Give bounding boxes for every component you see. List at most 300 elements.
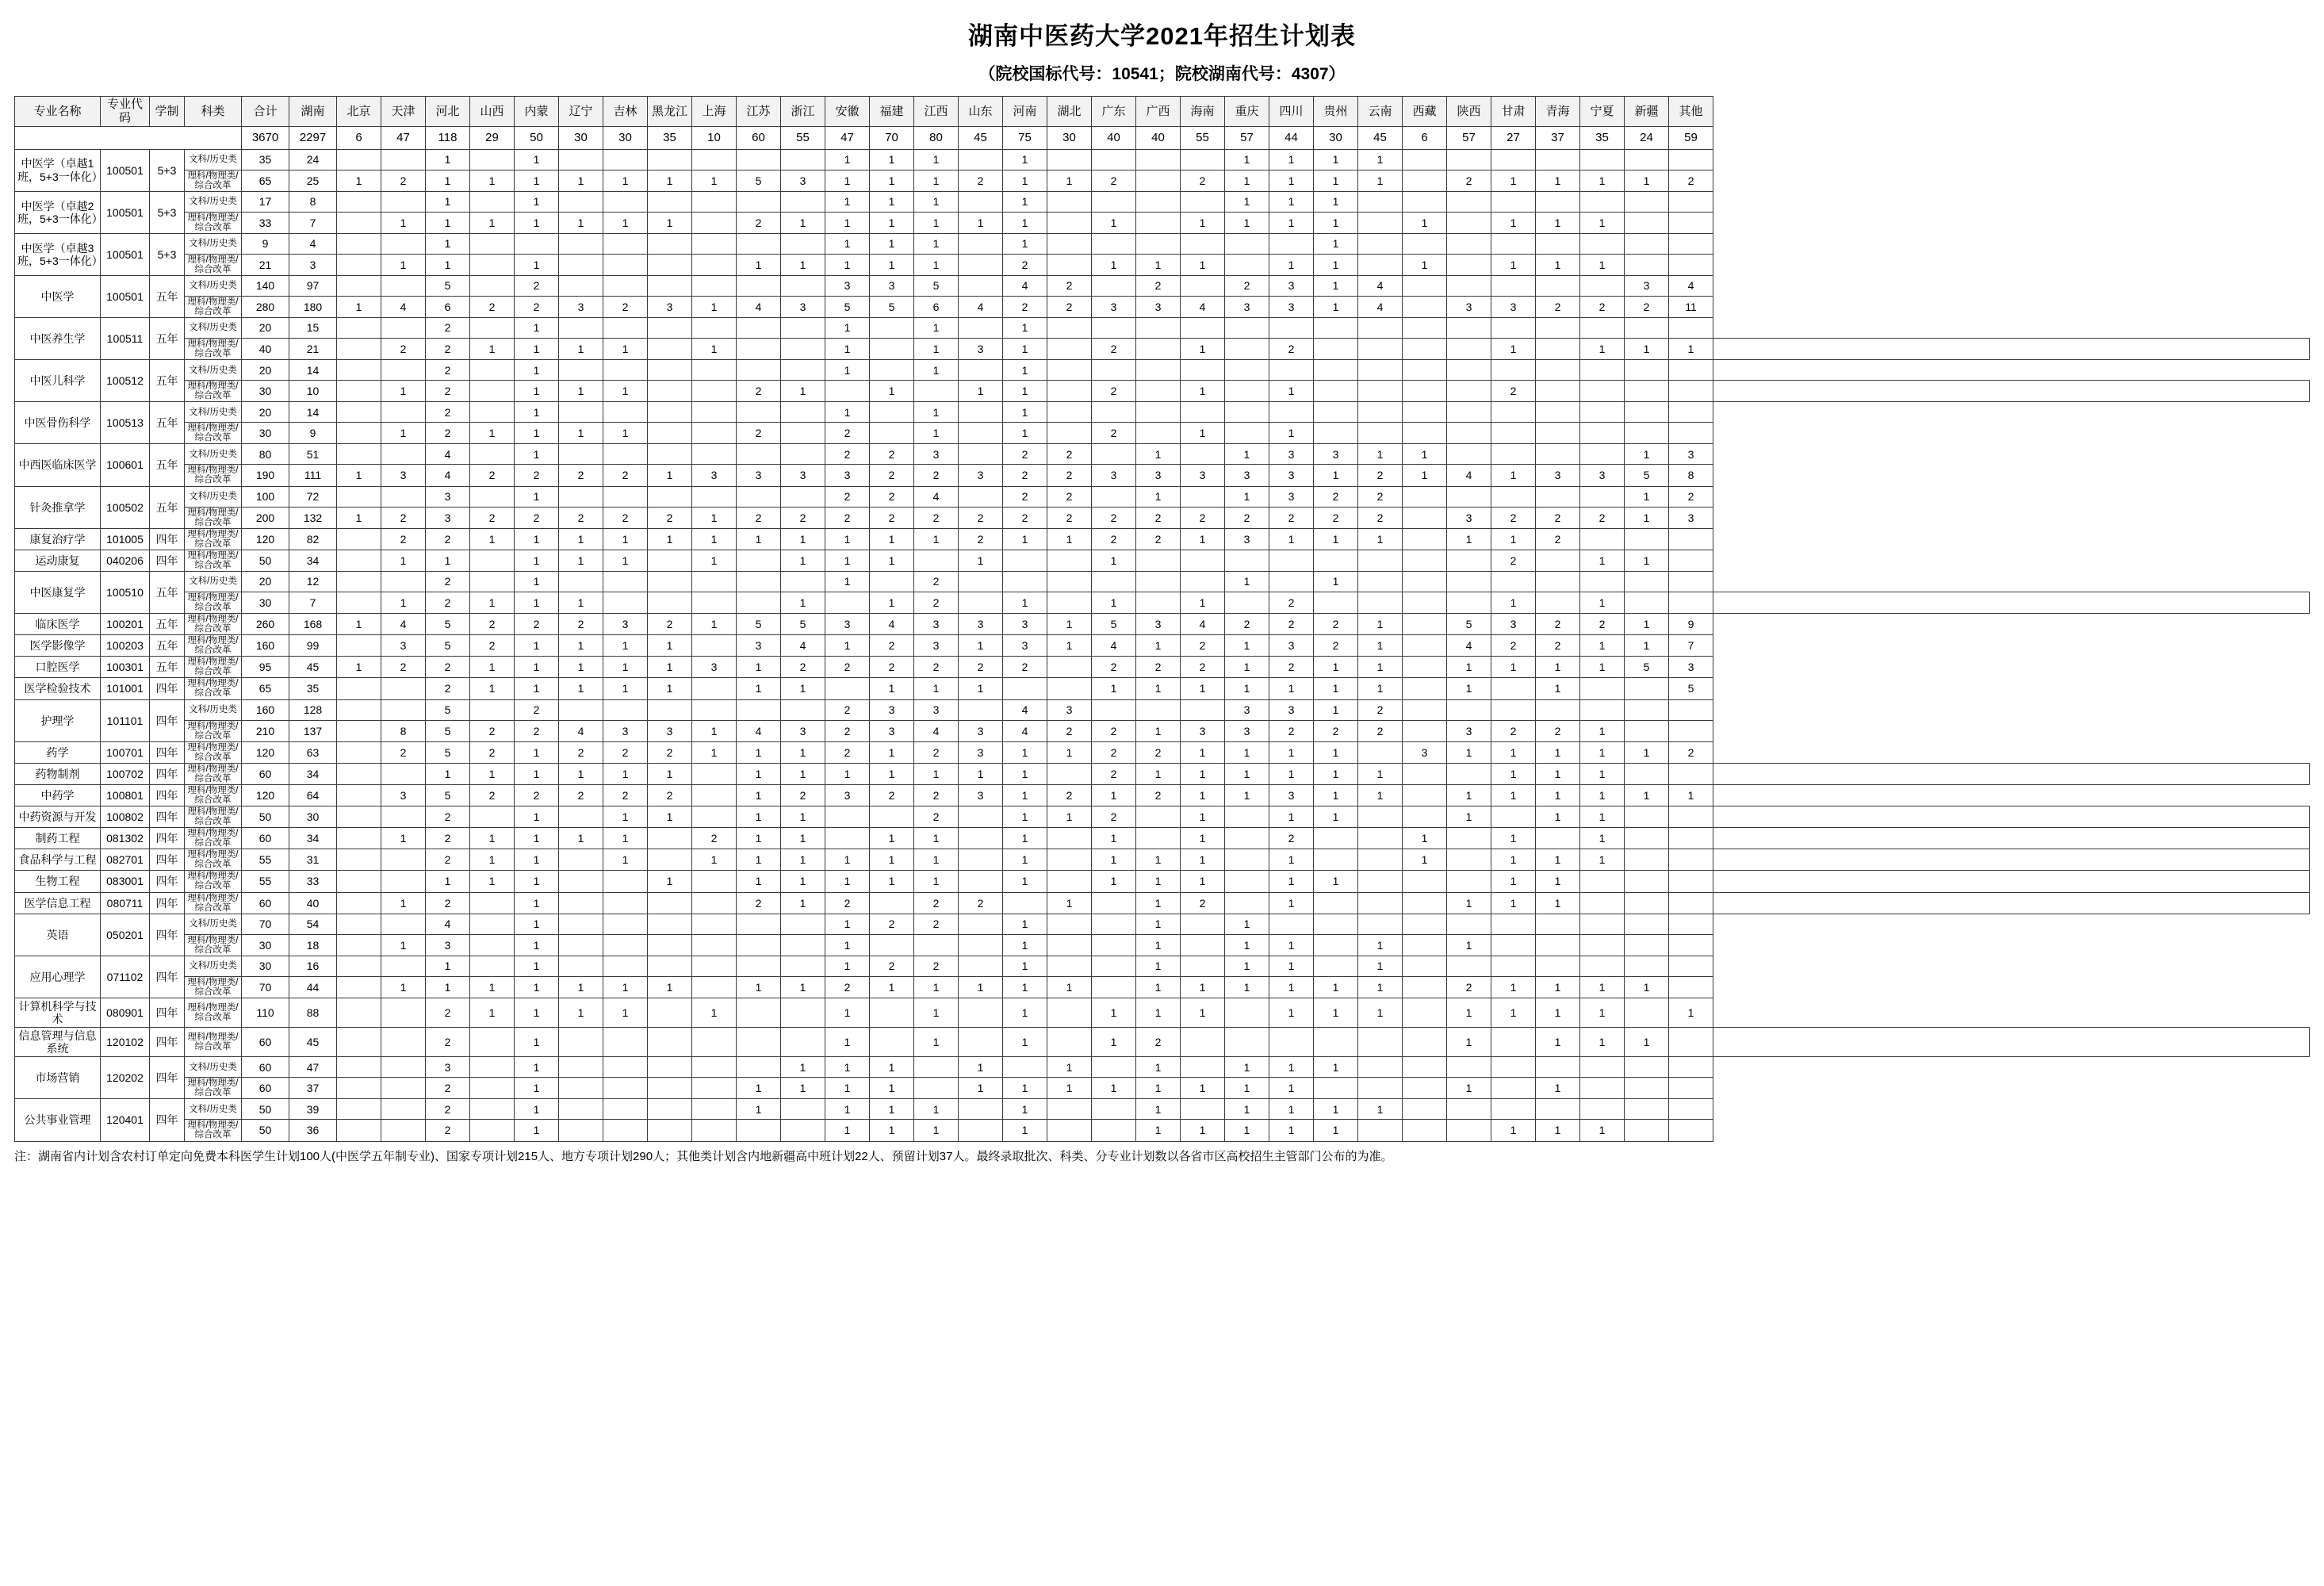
- quota-cell: 3: [959, 339, 1003, 360]
- quota-cell: [559, 318, 603, 339]
- quota-cell: 40: [289, 892, 337, 914]
- quota-cell: [781, 956, 825, 976]
- quota-cell: 1: [648, 170, 692, 191]
- quota-cell: 1: [603, 678, 648, 699]
- quota-cell: 1: [959, 763, 1003, 784]
- table-row: [15, 191, 2310, 212]
- quota-cell: 60: [242, 828, 289, 849]
- quota-cell: 2: [914, 465, 959, 486]
- quota-cell: [1713, 1028, 2310, 1057]
- quota-cell: [825, 678, 870, 699]
- quota-cell: 1: [870, 381, 914, 402]
- totals-cell-32: 59: [1669, 126, 1713, 149]
- quota-cell: 1: [825, 339, 870, 360]
- quota-cell: [1713, 339, 2310, 360]
- quota-cell: 2: [426, 528, 470, 550]
- col-header-28: 贵州: [1314, 97, 1358, 127]
- quota-cell: 3: [737, 465, 781, 486]
- study-length: 五年: [150, 657, 185, 678]
- quota-cell: [1314, 339, 1358, 360]
- quota-cell: 2: [603, 296, 648, 317]
- quota-cell: [1536, 934, 1580, 956]
- study-length: 四年: [150, 741, 185, 763]
- quota-cell: 1: [1536, 212, 1580, 233]
- quota-cell: [559, 914, 603, 934]
- quota-cell: 1: [337, 465, 381, 486]
- quota-cell: 3: [1092, 296, 1136, 317]
- table-row: [15, 149, 2310, 170]
- quota-cell: [337, 934, 381, 956]
- quota-cell: 88: [289, 998, 337, 1027]
- quota-cell: 1: [1269, 998, 1314, 1027]
- totals-cell-2: 6: [337, 126, 381, 149]
- quota-cell: 4: [381, 614, 426, 635]
- quota-cell: 60: [242, 892, 289, 914]
- quota-cell: [1669, 212, 1713, 233]
- quota-cell: 2: [914, 956, 959, 976]
- quota-cell: 3: [959, 614, 1003, 635]
- quota-cell: [648, 956, 692, 976]
- quota-cell: 1: [825, 849, 870, 871]
- quota-cell: 1: [692, 528, 737, 550]
- quota-cell: [737, 1120, 781, 1141]
- quota-cell: 2: [1181, 507, 1225, 528]
- quota-cell: 111: [289, 465, 337, 486]
- quota-cell: 5: [1625, 657, 1669, 678]
- quota-cell: 1: [1536, 657, 1580, 678]
- quota-cell: 2: [1047, 444, 1092, 465]
- quota-cell: 100: [242, 486, 289, 507]
- quota-cell: [959, 806, 1003, 828]
- quota-cell: 2: [1092, 806, 1136, 828]
- quota-cell: 1: [781, 254, 825, 275]
- quota-cell: [1358, 1028, 1403, 1057]
- table-header-row: [15, 97, 2310, 127]
- quota-cell: [559, 275, 603, 296]
- quota-cell: [1136, 191, 1181, 212]
- col-header-32: 甘肃: [1491, 97, 1536, 127]
- quota-cell: [381, 1057, 426, 1078]
- quota-cell: 1: [337, 614, 381, 635]
- quota-cell: 3: [1269, 635, 1314, 657]
- quota-cell: [1314, 423, 1358, 444]
- quota-cell: [914, 1078, 959, 1099]
- quota-cell: [1358, 318, 1403, 339]
- quota-cell: 1: [1003, 849, 1047, 871]
- quota-cell: 3: [1092, 465, 1136, 486]
- major-code: 120202: [101, 1057, 150, 1099]
- table-row: [15, 956, 2310, 976]
- quota-cell: 3: [603, 614, 648, 635]
- quota-cell: [603, 592, 648, 613]
- quota-cell: [337, 1028, 381, 1057]
- major-name: 中医学（卓越2班，5+3一体化）: [15, 191, 101, 233]
- quota-cell: [1358, 381, 1403, 402]
- quota-cell: [337, 892, 381, 914]
- quota-cell: [1269, 550, 1314, 571]
- quota-cell: 1: [1358, 976, 1403, 998]
- quota-cell: 1: [1136, 976, 1181, 998]
- totals-cell-12: 55: [781, 126, 825, 149]
- quota-cell: [1491, 1057, 1536, 1078]
- quota-cell: [1625, 892, 1669, 914]
- col-header-26: 重庆: [1225, 97, 1269, 127]
- quota-cell: [603, 956, 648, 976]
- quota-cell: 2: [1491, 550, 1536, 571]
- quota-cell: [1403, 871, 1447, 892]
- quota-cell: 2: [426, 828, 470, 849]
- quota-cell: 1: [381, 828, 426, 849]
- quota-cell: 2: [603, 741, 648, 763]
- quota-cell: 1: [870, 149, 914, 170]
- quota-cell: 4: [914, 486, 959, 507]
- quota-cell: 10: [289, 381, 337, 402]
- table-row: [15, 614, 2310, 635]
- col-header-33: 青海: [1536, 97, 1580, 127]
- quota-cell: 2: [1536, 635, 1580, 657]
- quota-cell: [381, 233, 426, 254]
- quota-cell: 1: [1314, 191, 1358, 212]
- quota-cell: [559, 254, 603, 275]
- quota-cell: 4: [426, 444, 470, 465]
- quota-cell: [692, 1099, 737, 1120]
- quota-cell: 1: [1225, 444, 1269, 465]
- quota-cell: 2: [426, 1028, 470, 1057]
- study-length: 四年: [150, 849, 185, 871]
- quota-cell: [1403, 170, 1447, 191]
- quota-cell: 4: [1447, 635, 1491, 657]
- subject-category: 理科/物理类/综合改革: [185, 1028, 242, 1057]
- quota-cell: 8: [1669, 465, 1713, 486]
- quota-cell: 1: [1092, 212, 1136, 233]
- quota-cell: 2: [426, 998, 470, 1027]
- quota-cell: 2: [825, 486, 870, 507]
- quota-cell: [470, 360, 515, 381]
- quota-cell: 1: [648, 657, 692, 678]
- quota-cell: [1047, 381, 1092, 402]
- quota-cell: [381, 914, 426, 934]
- quota-cell: [692, 486, 737, 507]
- quota-cell: 1: [1580, 741, 1625, 763]
- quota-cell: [1536, 402, 1580, 423]
- quota-cell: [648, 828, 692, 849]
- quota-cell: [1181, 191, 1225, 212]
- quota-cell: 1: [1403, 849, 1447, 871]
- quota-cell: [737, 191, 781, 212]
- study-length: 四年: [150, 956, 185, 998]
- quota-cell: 2: [914, 806, 959, 828]
- col-header-29: 云南: [1358, 97, 1403, 127]
- quota-cell: 1: [1003, 806, 1047, 828]
- subject-category: 理科/物理类/综合改革: [185, 296, 242, 317]
- quota-cell: [1625, 528, 1669, 550]
- table-row: [15, 914, 2310, 934]
- quota-cell: 1: [1447, 784, 1491, 806]
- quota-cell: [1003, 550, 1047, 571]
- quota-cell: 1: [1269, 191, 1314, 212]
- quota-cell: [1580, 528, 1625, 550]
- quota-cell: 2: [381, 657, 426, 678]
- quota-cell: [1447, 550, 1491, 571]
- quota-cell: 2: [1136, 275, 1181, 296]
- quota-cell: [692, 934, 737, 956]
- quota-cell: [337, 339, 381, 360]
- quota-cell: [1092, 444, 1136, 465]
- quota-cell: [1713, 592, 2310, 613]
- quota-cell: 95: [242, 657, 289, 678]
- quota-cell: 2: [515, 296, 559, 317]
- quota-cell: [781, 914, 825, 934]
- quota-cell: 1: [1003, 763, 1047, 784]
- subject-category: 文科/历史类: [185, 571, 242, 592]
- quota-cell: [1136, 806, 1181, 828]
- quota-cell: [1136, 423, 1181, 444]
- quota-cell: 1: [1491, 741, 1536, 763]
- quota-cell: [1136, 233, 1181, 254]
- quota-cell: 18: [289, 934, 337, 956]
- quota-cell: [1047, 849, 1092, 871]
- table-row: [15, 1028, 2310, 1057]
- quota-cell: 1: [1269, 423, 1314, 444]
- table-row: [15, 763, 2310, 784]
- major-name: 医学检验技术: [15, 678, 101, 699]
- quota-cell: 1: [825, 360, 870, 381]
- quota-cell: 3: [559, 296, 603, 317]
- quota-cell: 1: [1136, 254, 1181, 275]
- quota-cell: 1: [1269, 381, 1314, 402]
- quota-cell: 1: [1358, 678, 1403, 699]
- quota-cell: 1: [781, 892, 825, 914]
- quota-cell: [1713, 381, 2310, 402]
- quota-cell: 1: [870, 1120, 914, 1141]
- quota-cell: 1: [515, 486, 559, 507]
- quota-cell: 1: [1269, 678, 1314, 699]
- quota-cell: [603, 571, 648, 592]
- quota-cell: [781, 486, 825, 507]
- quota-cell: 2: [648, 784, 692, 806]
- quota-cell: [1314, 360, 1358, 381]
- quota-cell: 1: [1136, 914, 1181, 934]
- quota-cell: 2: [1491, 381, 1536, 402]
- quota-cell: [1669, 1099, 1713, 1120]
- quota-cell: 1: [1314, 1099, 1358, 1120]
- col-header-6: 北京: [337, 97, 381, 127]
- quota-cell: 1: [692, 339, 737, 360]
- quota-cell: [381, 1099, 426, 1120]
- quota-cell: [515, 233, 559, 254]
- quota-cell: [337, 871, 381, 892]
- study-length: 四年: [150, 1028, 185, 1057]
- major-code: 100801: [101, 784, 150, 806]
- quota-cell: 44: [289, 976, 337, 998]
- quota-cell: 3: [870, 720, 914, 741]
- quota-cell: 1: [1269, 892, 1314, 914]
- quota-cell: 1: [1580, 592, 1625, 613]
- quota-cell: 1: [914, 191, 959, 212]
- quota-cell: 2: [1136, 741, 1181, 763]
- quota-cell: 1: [337, 170, 381, 191]
- quota-cell: [959, 275, 1003, 296]
- table-row: [15, 806, 2310, 828]
- quota-cell: 1: [825, 1028, 870, 1057]
- quota-cell: [692, 871, 737, 892]
- quota-cell: 2: [426, 381, 470, 402]
- quota-cell: 1: [1092, 678, 1136, 699]
- quota-cell: 3: [426, 934, 470, 956]
- quota-cell: [470, 1120, 515, 1141]
- quota-cell: 30: [242, 381, 289, 402]
- major-code: 100511: [101, 318, 150, 360]
- quota-cell: 1: [825, 635, 870, 657]
- quota-cell: 1: [825, 1078, 870, 1099]
- major-code: 100802: [101, 806, 150, 828]
- quota-cell: [337, 678, 381, 699]
- quota-cell: 3: [959, 720, 1003, 741]
- quota-cell: 1: [1181, 741, 1225, 763]
- quota-cell: 1: [914, 149, 959, 170]
- quota-cell: 1: [1092, 849, 1136, 871]
- quota-cell: [1536, 1099, 1580, 1120]
- quota-cell: [381, 1078, 426, 1099]
- quota-cell: 2: [1269, 720, 1314, 741]
- quota-cell: [1314, 1078, 1358, 1099]
- quota-cell: 1: [470, 678, 515, 699]
- quota-cell: [1269, 914, 1314, 934]
- quota-cell: 30: [289, 806, 337, 828]
- quota-cell: 1: [1269, 934, 1314, 956]
- quota-cell: 2: [914, 657, 959, 678]
- quota-cell: 1: [1181, 976, 1225, 998]
- quota-cell: [381, 763, 426, 784]
- quota-cell: 1: [1536, 763, 1580, 784]
- quota-cell: 1: [781, 1057, 825, 1078]
- table-row: [15, 934, 2310, 956]
- quota-cell: [692, 360, 737, 381]
- table-row: [15, 1078, 2310, 1099]
- quota-cell: 1: [825, 871, 870, 892]
- quota-cell: [1669, 360, 1713, 381]
- quota-cell: 2: [1358, 486, 1403, 507]
- quota-cell: 1: [692, 507, 737, 528]
- quota-cell: 1: [1536, 254, 1580, 275]
- quota-cell: 1: [1136, 998, 1181, 1027]
- quota-cell: [737, 149, 781, 170]
- quota-cell: 4: [959, 296, 1003, 317]
- quota-cell: [337, 699, 381, 720]
- quota-cell: 1: [1314, 763, 1358, 784]
- subject-category: 理科/物理类/综合改革: [185, 170, 242, 191]
- quota-cell: 65: [242, 170, 289, 191]
- quota-cell: 2: [1269, 828, 1314, 849]
- quota-cell: 1: [959, 1078, 1003, 1099]
- quota-cell: 1: [1358, 784, 1403, 806]
- quota-cell: [1491, 318, 1536, 339]
- quota-cell: [470, 1099, 515, 1120]
- totals-cell-30: 35: [1580, 126, 1625, 149]
- quota-cell: 1: [603, 635, 648, 657]
- quota-cell: 1: [559, 550, 603, 571]
- quota-cell: 8: [381, 720, 426, 741]
- quota-cell: 1: [1225, 1057, 1269, 1078]
- major-code: 100513: [101, 402, 150, 444]
- quota-cell: [1625, 956, 1669, 976]
- quota-cell: 34: [289, 550, 337, 571]
- quota-cell: 9: [242, 233, 289, 254]
- quota-cell: [470, 699, 515, 720]
- quota-cell: [470, 486, 515, 507]
- quota-cell: 1: [825, 402, 870, 423]
- quota-cell: [337, 1099, 381, 1120]
- quota-cell: [470, 806, 515, 828]
- quota-cell: [1536, 423, 1580, 444]
- quota-cell: [559, 360, 603, 381]
- quota-cell: [1225, 871, 1269, 892]
- table-row: [15, 360, 2310, 381]
- quota-cell: 2: [426, 318, 470, 339]
- quota-cell: 2: [1536, 296, 1580, 317]
- quota-cell: 1: [426, 149, 470, 170]
- quota-cell: [1047, 360, 1092, 381]
- quota-cell: 1: [692, 720, 737, 741]
- subject-category: 理科/物理类/综合改革: [185, 892, 242, 914]
- quota-cell: [559, 849, 603, 871]
- quota-cell: 1: [870, 828, 914, 849]
- subject-category: 文科/历史类: [185, 402, 242, 423]
- quota-cell: [337, 956, 381, 976]
- quota-cell: 2: [914, 571, 959, 592]
- quota-cell: [381, 1120, 426, 1141]
- quota-cell: [603, 191, 648, 212]
- quota-cell: 1: [1536, 998, 1580, 1027]
- quota-cell: 1: [648, 871, 692, 892]
- quota-cell: 1: [1003, 381, 1047, 402]
- quota-cell: [1403, 528, 1447, 550]
- quota-cell: 1: [914, 828, 959, 849]
- major-name: 应用心理学: [15, 956, 101, 998]
- major-name: 医学信息工程: [15, 892, 101, 914]
- quota-cell: [1447, 275, 1491, 296]
- quota-cell: 1: [959, 212, 1003, 233]
- quota-cell: [1047, 1028, 1092, 1057]
- quota-cell: 5: [426, 635, 470, 657]
- quota-cell: [1047, 914, 1092, 934]
- quota-cell: [470, 934, 515, 956]
- quota-cell: 5: [870, 296, 914, 317]
- quota-cell: [1314, 550, 1358, 571]
- subject-category: 理科/物理类/综合改革: [185, 998, 242, 1027]
- quota-cell: [1225, 849, 1269, 871]
- quota-cell: 3: [1181, 720, 1225, 741]
- quota-cell: [603, 1078, 648, 1099]
- quota-cell: [559, 191, 603, 212]
- quota-cell: [1447, 339, 1491, 360]
- quota-cell: [1447, 592, 1491, 613]
- quota-cell: [1136, 360, 1181, 381]
- quota-cell: 1: [1136, 486, 1181, 507]
- quota-cell: [1225, 998, 1269, 1027]
- major-name: 中医学（卓越1班，5+3一体化）: [15, 149, 101, 191]
- quota-cell: 1: [914, 1120, 959, 1141]
- quota-cell: [692, 1078, 737, 1099]
- quota-cell: [1403, 381, 1447, 402]
- quota-cell: 2: [515, 784, 559, 806]
- quota-cell: 1: [515, 339, 559, 360]
- quota-cell: 1: [559, 998, 603, 1027]
- quota-cell: [1625, 1120, 1669, 1141]
- quota-cell: 1: [959, 635, 1003, 657]
- quota-cell: 1: [1491, 465, 1536, 486]
- quota-cell: [381, 402, 426, 423]
